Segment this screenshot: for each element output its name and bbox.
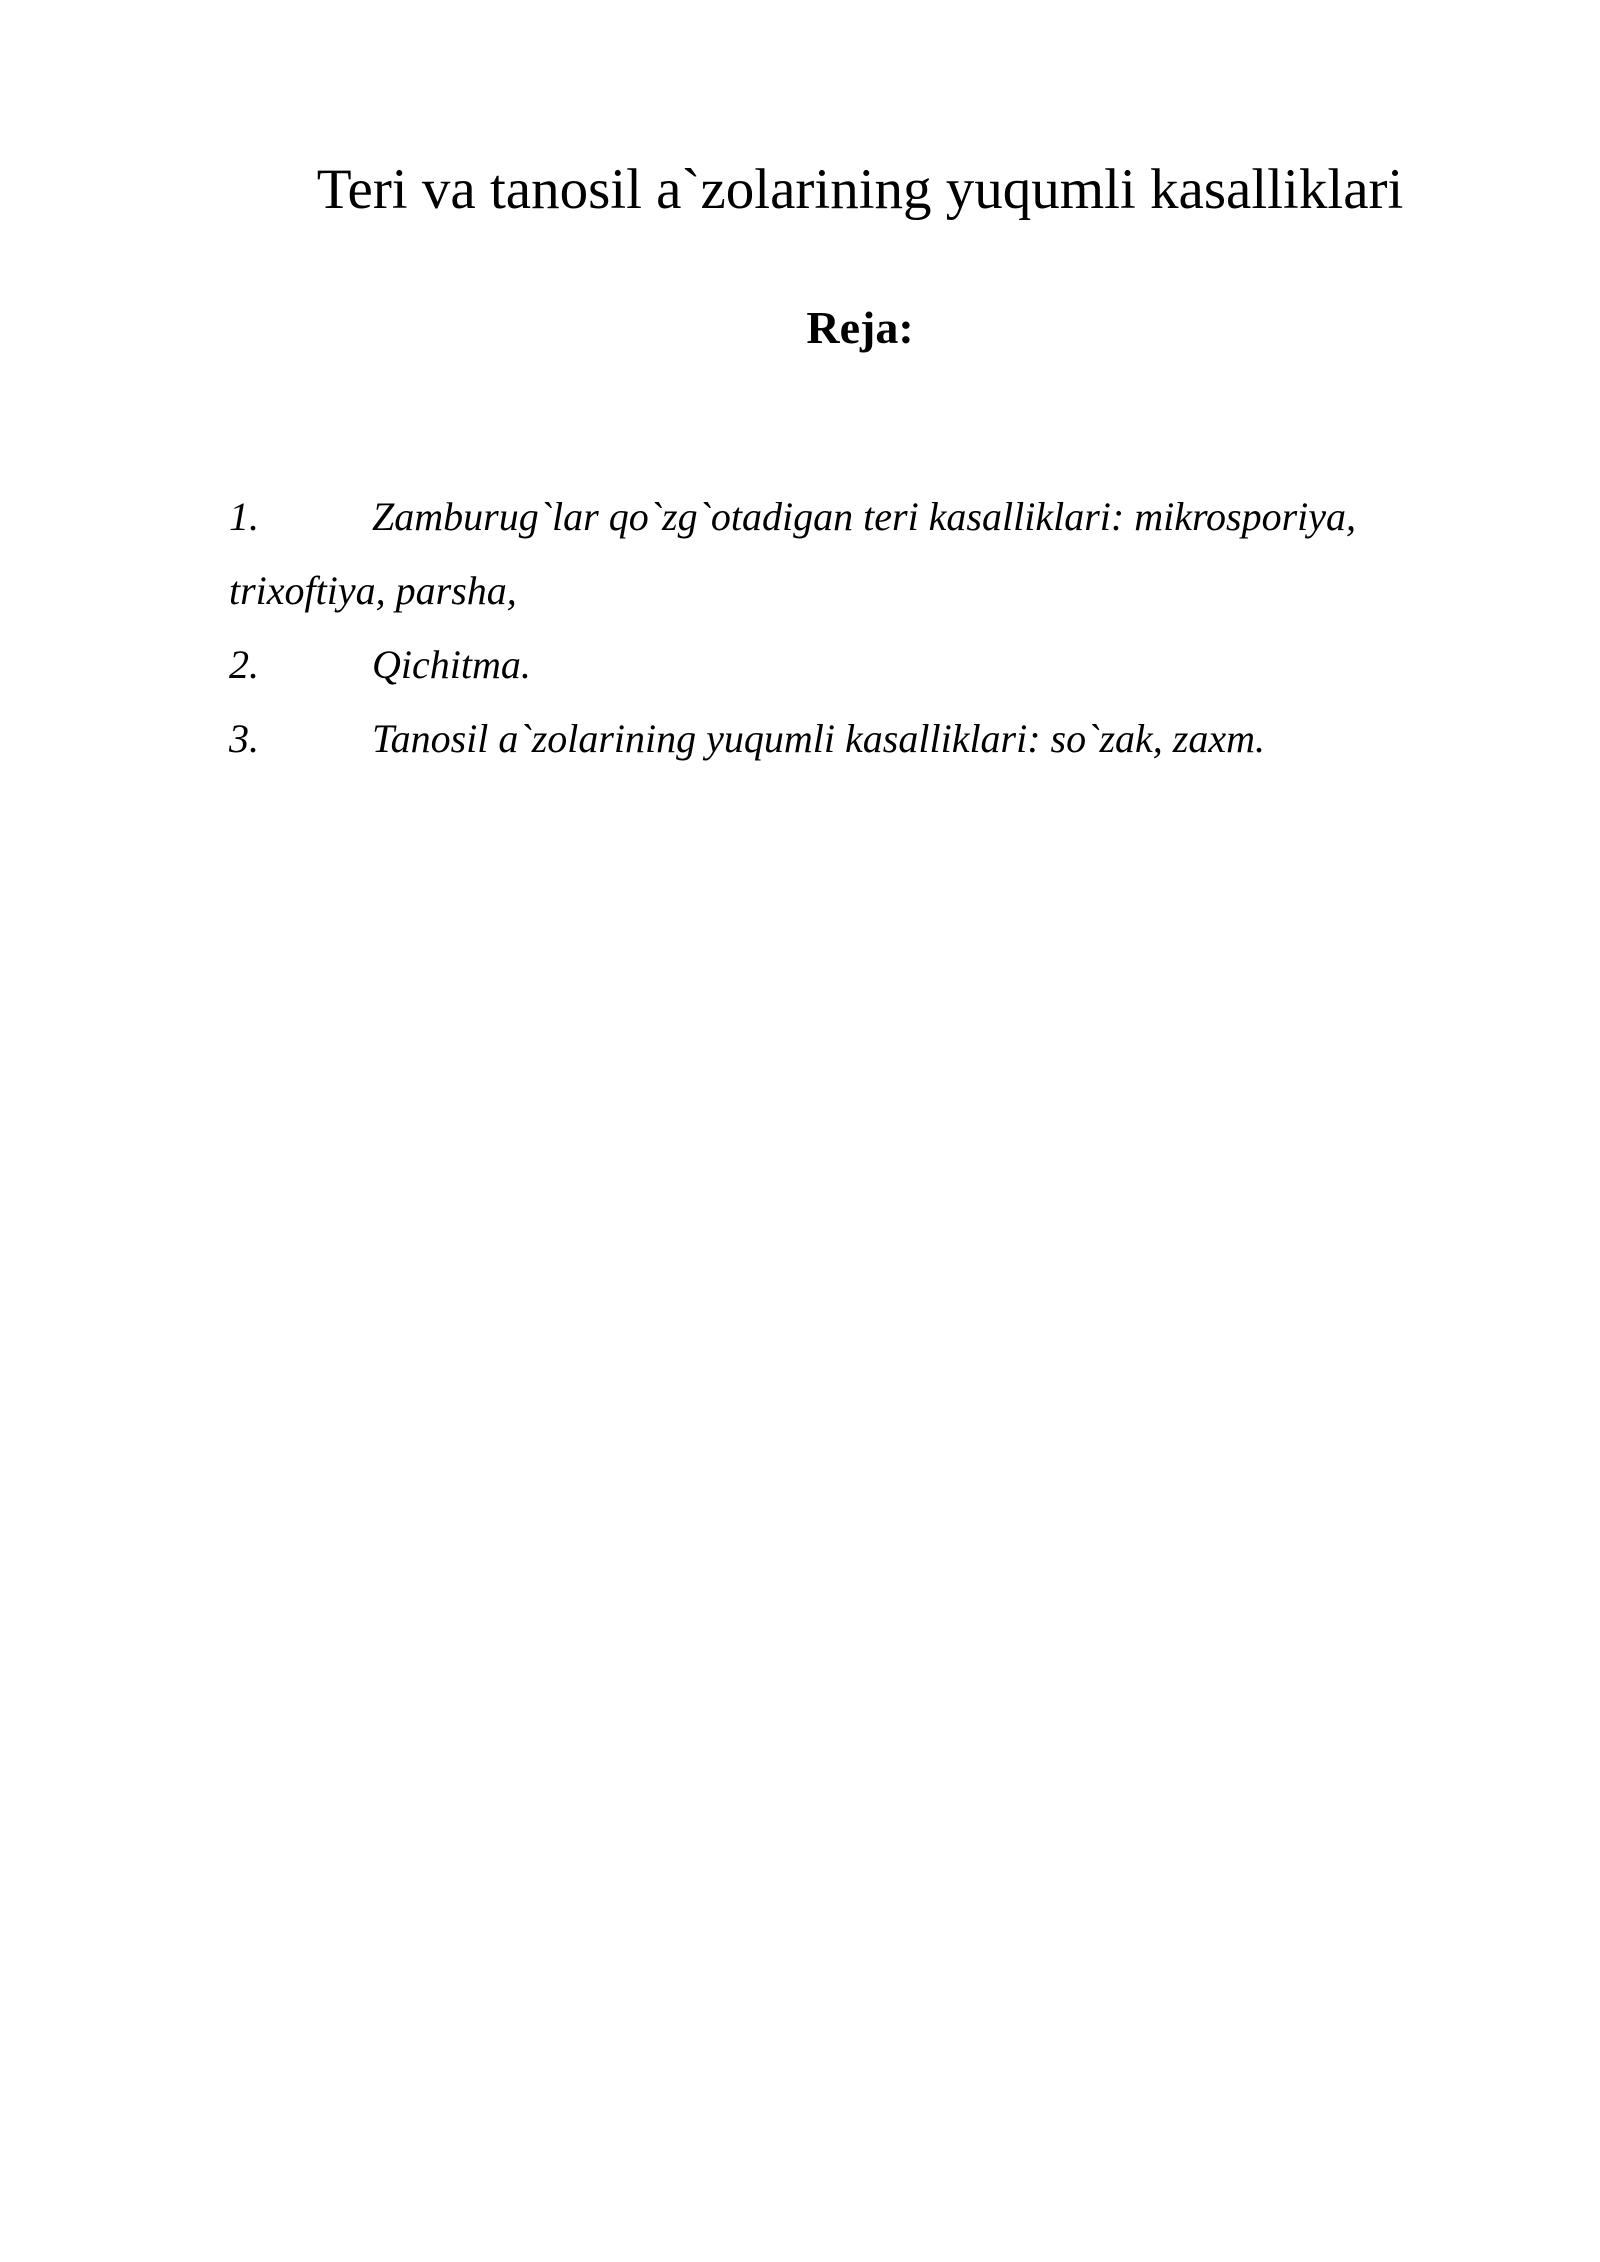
document-title: Teri va tanosil a`zolarining yuqumli kasalliklari bbox=[316, 158, 1404, 221]
plan-item-number: 1. bbox=[229, 494, 259, 539]
plan-list bbox=[229, 480, 1439, 776]
plan-item-text: Zamburug`lar qo`zg`otadigan teri kasalliklari: mikrosporiya, trixoftiya, parsha, bbox=[229, 494, 1357, 613]
plan-heading: Reja: bbox=[806, 302, 914, 353]
plan-item-number: 3. bbox=[229, 716, 259, 761]
plan-item bbox=[229, 480, 1439, 628]
plan-item bbox=[229, 628, 1439, 702]
plan-item-text: Tanosil a`zolarining yuqumli kasalliklari: so`zak, zaxm. bbox=[372, 716, 1265, 761]
plan-item-text: Qichitma. bbox=[372, 642, 531, 687]
plan-item bbox=[229, 702, 1439, 776]
plan-item-number: 2. bbox=[229, 642, 259, 687]
